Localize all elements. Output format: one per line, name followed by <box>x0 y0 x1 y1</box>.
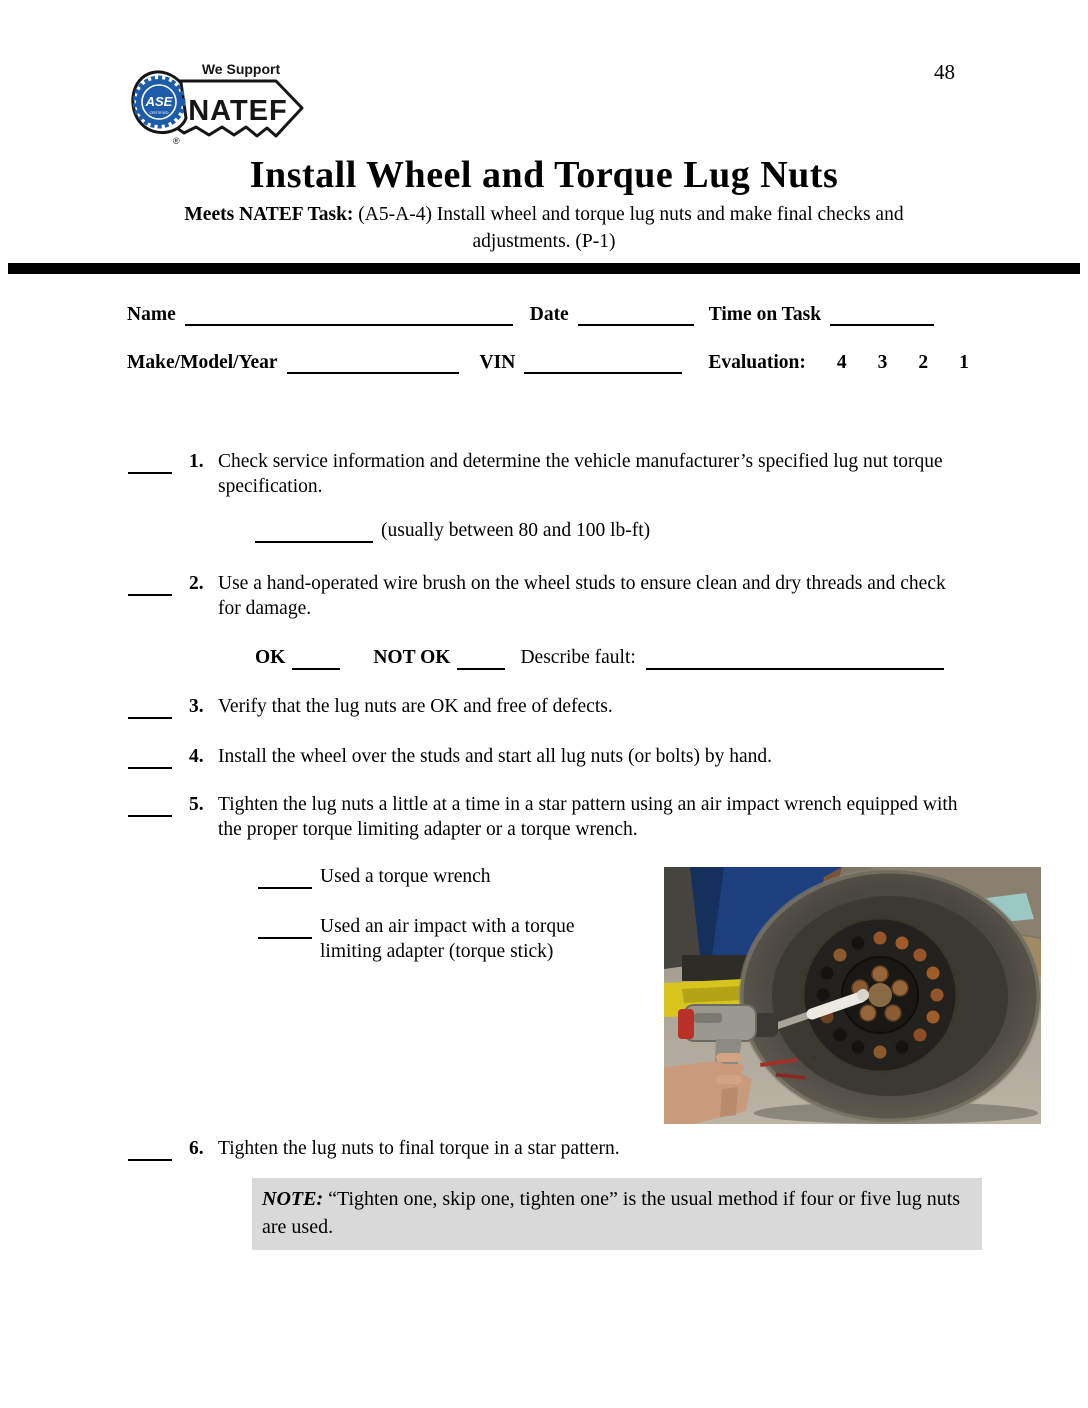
task-statement <box>134 201 954 255</box>
name-field <box>185 303 513 326</box>
evaluation-label: Evaluation: <box>708 352 806 373</box>
note-text: “Tighten one, skip one, tighten one” is the usual method if four or five lug nuts are used. <box>262 1188 961 1238</box>
ok-label: OK <box>255 647 286 668</box>
item-text-4: Install the wheel over the studs and start all lug nuts (or bolts) by hand. <box>218 746 773 767</box>
item-text-5: Tighten the lug nuts a little at a time in a star pattern using an air impact wrench equipped with the proper torque limiting adapter or a torque wrench. <box>218 794 958 840</box>
checkoff-blank-2 <box>128 571 172 596</box>
item-text-3: Verify that the lug nuts are OK and free of defects. <box>218 696 613 717</box>
vin-field <box>524 351 682 374</box>
date-field <box>578 303 694 326</box>
note-box <box>252 1178 982 1250</box>
name-label: Name <box>127 304 176 325</box>
air-impact-option-row <box>258 914 604 964</box>
task-label: Meets NATEF Task: <box>184 204 354 225</box>
describe-fault-label: Describe fault: <box>520 647 636 668</box>
ok-not-ok-line <box>255 645 944 670</box>
checkoff-blank-1 <box>128 449 172 474</box>
checklist-item-1 <box>128 449 963 499</box>
svg-text:CERTIFIED: CERTIFIED <box>149 111 169 115</box>
item-number-1: 1. <box>189 451 204 472</box>
item-text-1: Check service information and determine the vehicle manufacturer’s specified lug nut torque specification. <box>218 451 943 497</box>
lug-nut-tightening-photo <box>664 867 1041 1124</box>
item-number-2: 2. <box>189 573 204 594</box>
torque-wrench-option-row <box>258 864 604 889</box>
form-row-1 <box>127 303 967 326</box>
checklist-item-6 <box>128 1136 963 1161</box>
page-number: 48 <box>934 60 955 84</box>
evaluation-option-1: 1 <box>959 352 969 373</box>
time-on-task-label: Time on Task <box>708 304 822 325</box>
hub-center <box>868 983 892 1007</box>
logo-org-name: NATEF <box>188 95 288 127</box>
make-model-year-field <box>287 351 459 374</box>
checklist-item-2 <box>128 571 963 621</box>
evaluation-option-3: 3 <box>877 352 888 373</box>
torque-spec-field <box>255 520 373 543</box>
torque-spec-line <box>255 518 650 543</box>
natef-ase-logo <box>126 52 308 152</box>
checkoff-blank-5 <box>128 792 172 817</box>
air-impact-field <box>258 914 312 939</box>
item-number-6: 6. <box>189 1138 204 1159</box>
divider-rule <box>8 263 1080 274</box>
checkoff-blank-6 <box>128 1136 172 1161</box>
form-row-2 <box>127 351 967 374</box>
vin-label: VIN <box>479 352 516 373</box>
time-on-task-field <box>830 303 934 326</box>
item-number-5: 5. <box>189 794 204 815</box>
torque-spec-hint: (usually between 80 and 100 lb-ft) <box>381 520 651 541</box>
item-text-2: Use a hand-operated wire brush on the wheel studs to ensure clean and dry threads and check for damage. <box>218 573 946 619</box>
not-ok-label: NOT OK <box>373 647 451 668</box>
logo-support-text: We Support <box>201 61 281 77</box>
task-text: (A5-A-4) Install wheel and torque lug nuts and make final checks and adjustments. (P-1) <box>353 204 904 252</box>
describe-fault-field <box>646 647 944 670</box>
checkoff-blank-3 <box>128 694 172 719</box>
checklist-item-5 <box>128 792 963 842</box>
svg-text:ASE: ASE <box>145 94 173 109</box>
item-text-6: Tighten the lug nuts to final torque in a star pattern. <box>218 1138 620 1159</box>
evaluation-option-2: 2 <box>918 352 929 373</box>
checklist-item-3 <box>128 694 963 719</box>
note-label: NOTE: <box>262 1188 324 1210</box>
checklist-item-4 <box>128 744 963 769</box>
item-number-4: 4. <box>189 746 204 767</box>
air-impact-option-label: Used an air impact with a torque limiting adapter (torque stick) <box>320 916 575 962</box>
registered-mark: ® <box>173 136 180 146</box>
page-title: Install Wheel and Torque Lug Nuts <box>249 154 839 196</box>
evaluation-option-4: 4 <box>836 352 847 373</box>
ok-field <box>292 647 340 670</box>
key-logo-graphic <box>126 52 308 152</box>
torque-wrench-option-label: Used a torque wrench <box>320 866 491 887</box>
checkoff-blank-4 <box>128 744 172 769</box>
torque-wrench-field <box>258 864 312 889</box>
date-label: Date <box>529 304 569 325</box>
make-model-year-label: Make/Model/Year <box>127 352 278 373</box>
item-number-3: 3. <box>189 696 204 717</box>
not-ok-field <box>457 647 505 670</box>
